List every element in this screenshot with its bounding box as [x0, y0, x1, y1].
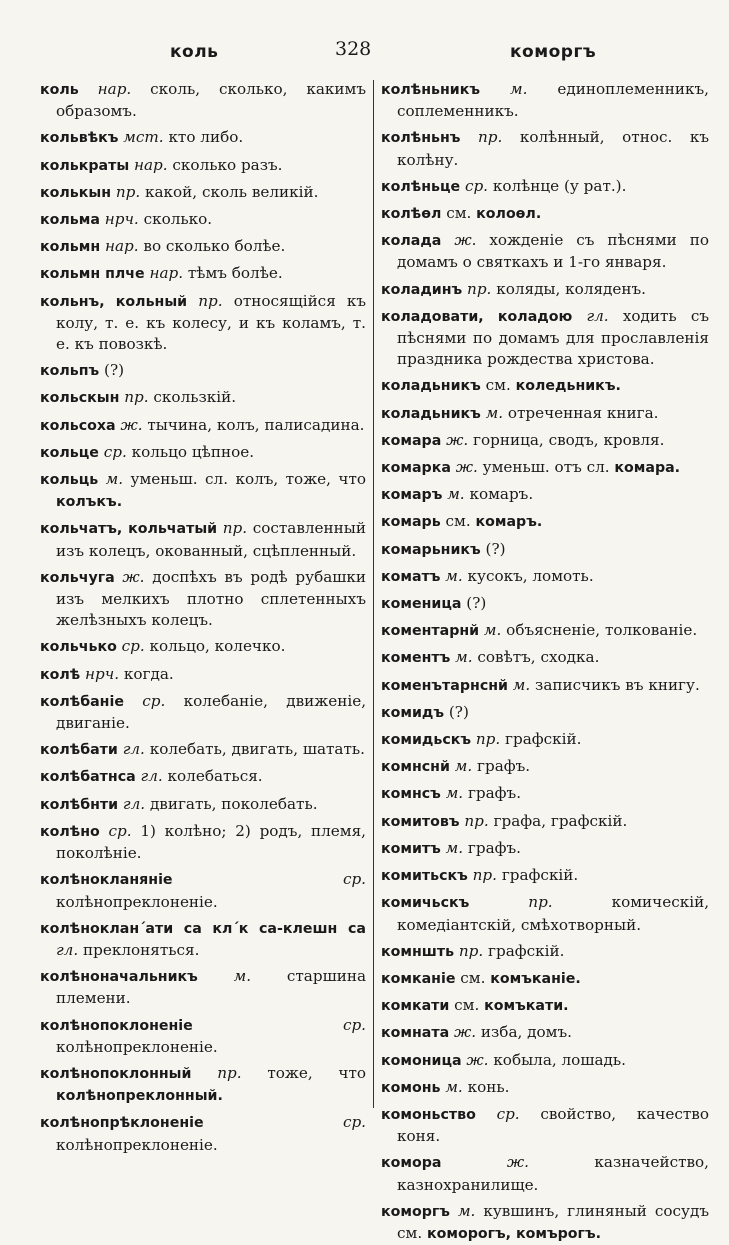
- entry-definition: коляды, коляденъ.: [496, 279, 646, 298]
- entry-headword: комитъ: [381, 840, 441, 857]
- dictionary-entry: [40, 415, 366, 437]
- entry-grammar-label: ср.: [103, 442, 127, 461]
- entry-definition: 1) колѣно; 2) родъ, племя, поколѣніе.: [56, 821, 367, 863]
- entry-grammar-label: пр.: [478, 128, 503, 147]
- entry-headword: колѣнокланяніе: [40, 872, 173, 889]
- right-column: [381, 79, 710, 1242]
- entry-grammar-label: ж.: [455, 458, 478, 477]
- entry-definition: колебать, двигать, шатать.: [149, 740, 365, 759]
- entry-definition: когда.: [123, 664, 174, 683]
- entry-grammar-label: ж.: [446, 430, 469, 449]
- entry-headword: коладинъ: [381, 281, 463, 298]
- entry-grammar-label: пр.: [198, 291, 223, 310]
- entry-definition: кольцо цѣпное.: [131, 442, 255, 461]
- entry-definition: графскій.: [501, 866, 579, 885]
- entry-grammar-label: ср.: [342, 1015, 366, 1034]
- entry-headword: колѣбнти: [40, 796, 119, 813]
- entry-definition: графъ.: [467, 838, 522, 857]
- entry-headword: комншть: [381, 943, 455, 960]
- dictionary-entry: [381, 702, 709, 724]
- entry-grammar-label: м.: [445, 838, 464, 857]
- entry-grammar-label: пр.: [475, 730, 501, 749]
- entry-definition: (?): [466, 594, 487, 613]
- entry-grammar-label: м.: [233, 967, 252, 986]
- dictionary-entry: [381, 176, 709, 198]
- entry-grammar-label: м.: [105, 470, 124, 489]
- entry-definition: кусокъ, ломоть.: [467, 566, 594, 585]
- dictionary-entry: [40, 469, 366, 513]
- entry-definition: уменьш. сл. колъ, тоже, что: [130, 470, 367, 489]
- entry-definition: см.: [446, 204, 472, 223]
- entry-grammar-label: пр.: [124, 388, 149, 407]
- dictionary-entry: [381, 1022, 709, 1044]
- entry-definition: кобыла, лошадь.: [493, 1050, 626, 1069]
- dictionary-entry: [40, 766, 366, 788]
- dictionary-entry: [40, 155, 366, 177]
- entry-definition: графъ.: [477, 757, 531, 776]
- entry-headword: колькын: [40, 184, 111, 201]
- dictionary-entry: [381, 811, 709, 833]
- entry-definition: графъ.: [467, 784, 522, 803]
- entry-definition: (?): [448, 702, 469, 721]
- entry-grammar-label: м.: [454, 757, 473, 776]
- dictionary-entry: [381, 941, 709, 963]
- entry-definition: двигать, поколебать.: [149, 794, 318, 813]
- dictionary-entry: [381, 620, 709, 642]
- entry-headword: комнсъ: [381, 786, 441, 803]
- entry-definition: (?): [104, 361, 125, 380]
- dictionary-entry: [381, 511, 709, 533]
- entry-definition: см.: [485, 376, 511, 395]
- entry-headword: комора: [381, 1155, 442, 1172]
- dictionary-entry: [40, 739, 366, 761]
- entry-headword: колѣнопрѣклоненіе: [40, 1115, 204, 1132]
- dictionary-entry: [381, 756, 709, 778]
- entry-cross-reference: колоѳл.: [476, 206, 542, 223]
- entry-definition: уменьш. отъ сл.: [482, 458, 610, 477]
- entry-grammar-label: пр.: [528, 893, 553, 912]
- column-divider: [373, 80, 374, 1108]
- dictionary-entry: [40, 518, 366, 561]
- entry-headword: коладьникъ: [381, 378, 481, 395]
- entry-headword: кольпъ: [40, 363, 100, 380]
- entry-grammar-label: м.: [483, 621, 502, 640]
- dictionary-entry: [381, 729, 709, 751]
- entry-grammar-label: ср.: [496, 1104, 520, 1123]
- entry-definition: колѣнопреклоненіе.: [56, 892, 218, 911]
- entry-headword: комоньство: [381, 1106, 476, 1123]
- entry-headword: колѣнопоклоненіе: [40, 1017, 193, 1034]
- dictionary-entry: [40, 387, 366, 409]
- entry-headword: комоница: [381, 1052, 462, 1069]
- entry-grammar-label: пр.: [115, 182, 141, 201]
- dictionary-entry: [381, 593, 709, 615]
- entry-headword: комната: [381, 1025, 450, 1042]
- dictionary-entry: [381, 203, 709, 225]
- entry-headword: кольсоха: [40, 417, 116, 434]
- entry-definition: комическій, комедіантскій, смѣхотворный.: [397, 893, 710, 934]
- entry-headword: колѣбаніе: [40, 693, 124, 710]
- entry-definition: хожденіе съ пѣснями по домамъ о святкахъ и 1-го января.: [397, 231, 709, 272]
- dictionary-entry: [40, 918, 366, 961]
- dictionary-entry: [381, 1077, 709, 1099]
- entry-headword: комкати: [381, 998, 450, 1015]
- entry-definition: графа, графскій.: [493, 811, 628, 830]
- entry-definition: колѣнопреклоненіе.: [56, 1135, 218, 1154]
- dictionary-entry: [40, 821, 366, 864]
- entry-grammar-label: гл.: [122, 794, 146, 813]
- entry-grammar-label: ж.: [122, 567, 145, 586]
- entry-headword: комичьскъ: [381, 895, 470, 912]
- entry-definition: сколько разъ.: [172, 155, 283, 174]
- page-header: [0, 38, 729, 68]
- dictionary-entry: [381, 430, 709, 452]
- entry-grammar-label: ж.: [506, 1153, 529, 1172]
- dictionary-entry: [381, 279, 709, 301]
- entry-grammar-label: м.: [509, 80, 528, 98]
- entry-definition: колѣнопреклоненіе.: [56, 1037, 218, 1056]
- entry-grammar-label: пр.: [222, 519, 248, 538]
- dictionary-entry: [381, 1104, 709, 1147]
- dictionary-entry: [40, 442, 366, 464]
- dictionary-entry: [381, 892, 709, 935]
- dictionary-entry: [381, 230, 709, 273]
- entry-headword: коматъ: [381, 568, 441, 585]
- dictionary-entry: [40, 209, 366, 231]
- dictionary-entry: [40, 966, 366, 1009]
- entry-headword: кольце: [40, 444, 99, 461]
- dictionary-entry: [381, 968, 709, 990]
- entry-headword: коладьникъ: [381, 405, 481, 422]
- entry-definition: сколь, сколько, какимъ образомъ.: [56, 80, 367, 121]
- entry-grammar-label: м.: [445, 1077, 463, 1096]
- entry-headword: комнснй: [381, 759, 450, 776]
- dictionary-entry: [40, 691, 366, 734]
- dictionary-entry: [381, 1201, 709, 1245]
- entry-cross-reference: комъканіе.: [490, 970, 581, 987]
- entry-headword: колѣньце: [381, 178, 461, 195]
- dictionary-entry: [40, 182, 366, 204]
- entry-headword: кольма: [40, 212, 100, 229]
- entry-headword: коментарнй: [381, 623, 480, 640]
- entry-headword: коморгъ: [381, 1203, 450, 1220]
- dictionary-entry: [381, 127, 709, 170]
- entry-headword: кольнъ, кольный: [40, 293, 188, 310]
- entry-headword: комитовъ: [381, 813, 460, 830]
- dictionary-entry: [40, 291, 366, 356]
- entry-grammar-label: м.: [447, 485, 465, 504]
- entry-grammar-label: м.: [445, 566, 463, 585]
- entry-definition: преклоняться.: [83, 940, 200, 959]
- entry-headword: коментъ: [381, 650, 451, 667]
- dictionary-entry: [40, 1063, 366, 1107]
- entry-definition: во сколько болѣе.: [143, 237, 286, 256]
- entry-definition: комаръ.: [469, 485, 534, 504]
- entry-headword: колѣньникъ: [381, 82, 481, 98]
- dictionary-entry: [381, 647, 709, 669]
- entry-grammar-label: м.: [512, 675, 531, 694]
- entry-grammar-label: ср.: [142, 691, 166, 710]
- entry-headword: кольчуга: [40, 569, 115, 586]
- entry-headword: колѣѳл: [381, 206, 442, 223]
- entry-definition: казначейство, казнохранилище.: [397, 1153, 710, 1194]
- entry-grammar-label: гл.: [122, 740, 145, 759]
- entry-definition: изба, домъ.: [480, 1023, 572, 1042]
- entry-grammar-label: ср.: [108, 821, 132, 840]
- entry-grammar-label: гл.: [140, 767, 163, 786]
- entry-headword: комаръ: [381, 487, 443, 504]
- entry-definition: см.: [454, 996, 480, 1015]
- dictionary-entry: [381, 457, 709, 479]
- entry-definition: см.: [460, 968, 486, 987]
- entry-grammar-label: нар.: [104, 237, 139, 256]
- entry-grammar-label: нар.: [149, 264, 184, 283]
- entry-grammar-label: ср.: [342, 870, 366, 889]
- dictionary-entry: [381, 484, 709, 506]
- dictionary-entry: [381, 1050, 709, 1072]
- entry-headword: коменътарнснй: [381, 677, 508, 694]
- dictionary-entry: [40, 664, 366, 686]
- entry-grammar-label: ж.: [120, 415, 143, 434]
- entry-definition: ходить съ пѣснями по домамъ для прославленія праздника рождества христова.: [397, 306, 710, 369]
- entry-definition: тычина, колъ, палисадина.: [147, 415, 365, 434]
- entry-headword: комонь: [381, 1079, 441, 1096]
- entry-headword: комитьскъ: [381, 868, 468, 885]
- entry-grammar-label: ж.: [466, 1050, 489, 1069]
- entry-grammar-label: пр.: [217, 1063, 242, 1082]
- entry-grammar-label: пр.: [472, 866, 497, 885]
- dictionary-entry: [381, 306, 709, 371]
- dictionary-entry: [381, 375, 709, 397]
- dictionary-entry: [381, 783, 709, 805]
- entry-grammar-label: нар.: [97, 80, 132, 98]
- entry-grammar-label: м.: [485, 403, 504, 422]
- entry-headword: кольвѣкъ: [40, 130, 119, 147]
- entry-definition: относящійся къ колу, т. е. къ колесу, и къ коламъ, т. е. къ повозкѣ.: [56, 291, 367, 354]
- entry-definition: записчикъ въ книгу.: [535, 675, 700, 694]
- entry-definition: кто либо.: [168, 128, 244, 147]
- entry-headword: комидьскъ: [381, 732, 472, 749]
- dictionary-entry: [40, 127, 366, 149]
- entry-definition: совѣтъ, сходка.: [477, 648, 600, 667]
- dictionary-entry: [381, 79, 709, 122]
- dictionary-entry: [381, 865, 709, 887]
- entry-headword: кольчько: [40, 639, 117, 656]
- entry-grammar-label: пр.: [467, 279, 492, 298]
- dictionary-entry: [40, 1112, 366, 1155]
- entry-headword: колѣноначальникъ: [40, 969, 198, 986]
- entry-grammar-label: ср.: [121, 637, 145, 656]
- entry-headword: комканіе: [381, 970, 456, 987]
- entry-grammar-label: ж.: [453, 1023, 477, 1042]
- entry-definition: колебаніе, движеніе, двиганіе.: [56, 691, 367, 733]
- entry-grammar-label: ср.: [464, 176, 489, 195]
- entry-grammar-label: м.: [455, 648, 473, 667]
- entry-definition: отреченная книга.: [507, 403, 659, 422]
- dictionary-entry: [381, 539, 709, 561]
- entry-definition: тѣмъ болѣе.: [187, 264, 283, 283]
- dictionary-entry: [40, 79, 366, 122]
- entry-headword: кольмн плче: [40, 266, 145, 283]
- entry-definition: скользкій.: [153, 388, 237, 407]
- entry-headword: колѣноклан΄ати са кл΄к са-клешн са: [40, 920, 366, 937]
- entry-definition: свойство, качество коня.: [397, 1104, 710, 1146]
- entry-definition: колѣнный, относ. къ колѣну.: [397, 128, 710, 169]
- entry-grammar-label: гл.: [586, 306, 609, 325]
- entry-grammar-label: нрч.: [104, 210, 139, 229]
- entry-definition: единоплеменникъ, соплеменникъ.: [397, 80, 710, 121]
- entry-headword: колѣбатнса: [40, 769, 136, 786]
- dictionary-entry: [40, 236, 366, 258]
- entry-cross-reference: комара.: [614, 460, 681, 477]
- entry-headword: коменица: [381, 596, 462, 613]
- dictionary-entry: [381, 566, 709, 588]
- entry-definition: конь.: [467, 1077, 510, 1096]
- dictionary-entry: [381, 403, 709, 425]
- dictionary-entry: [381, 995, 709, 1017]
- entry-grammar-label: нар.: [133, 155, 168, 174]
- entry-headword: коладовати, коладою: [381, 308, 573, 325]
- entry-grammar-label: м.: [457, 1201, 476, 1220]
- dictionary-entry: [381, 675, 709, 697]
- entry-grammar-label: м.: [445, 784, 464, 803]
- entry-headword: комидъ: [381, 704, 445, 721]
- entry-grammar-label: пр.: [458, 941, 484, 960]
- entry-grammar-label: ж.: [454, 231, 477, 250]
- entry-headword: кольчатъ, кольчатый: [40, 521, 218, 538]
- entry-definition: см.: [445, 512, 471, 531]
- dictionary-entry: [40, 869, 366, 912]
- dictionary-entry: [40, 794, 366, 816]
- entry-definition: составленный изъ колецъ, окованный, сцѣпленный.: [56, 519, 367, 560]
- entry-headword: коль: [40, 82, 79, 98]
- entry-headword: колѣбати: [40, 742, 118, 759]
- entry-grammar-label: нрч.: [85, 664, 120, 683]
- entry-definition: горница, сводъ, кровля.: [473, 430, 665, 449]
- running-headword-right: коморгъ: [510, 42, 597, 62]
- entry-grammar-label: пр.: [464, 811, 489, 830]
- entry-grammar-label: мст.: [123, 128, 164, 147]
- entry-definition: объясненіе, толкованіе.: [506, 621, 698, 640]
- entry-headword: колѣ: [40, 666, 81, 683]
- entry-headword: комарь: [381, 514, 441, 531]
- entry-definition: колебаться.: [167, 767, 263, 786]
- dictionary-entry: [40, 263, 366, 285]
- running-headword-left: коль: [170, 42, 219, 62]
- entry-grammar-label: гл.: [56, 940, 79, 959]
- entry-headword: колѣно: [40, 823, 100, 840]
- entry-definition: кувшинъ, глиняный сосудъ см.: [397, 1201, 710, 1242]
- entry-headword: колькраты: [40, 157, 130, 174]
- dictionary-entry: [381, 1152, 709, 1195]
- entry-definition: старшина племени.: [56, 967, 366, 1008]
- entry-definition: какой, сколь великій.: [145, 182, 319, 201]
- entry-definition: графскій.: [488, 941, 565, 960]
- entry-definition: кольцо, колечко.: [149, 637, 286, 656]
- page-number: 328: [335, 38, 372, 60]
- entry-definition: сколько.: [143, 210, 213, 229]
- entry-definition: тоже, что: [267, 1063, 367, 1082]
- entry-cross-reference: коморогъ, комърогъ.: [426, 1225, 602, 1242]
- entry-headword: комара: [381, 432, 442, 449]
- dictionary-entry: [381, 838, 709, 860]
- entry-headword: кольмн: [40, 239, 101, 256]
- entry-cross-reference: колѣнопреклонный.: [56, 1088, 223, 1105]
- left-column: [40, 79, 367, 1154]
- entry-grammar-label: ср.: [342, 1113, 366, 1132]
- entry-definition: колѣнце (у рат.).: [492, 176, 627, 195]
- entry-headword: колѣньнъ: [381, 130, 461, 147]
- dictionary-entry: [40, 636, 366, 658]
- dictionary-entry: [40, 1015, 366, 1058]
- entry-cross-reference: колъкъ.: [56, 494, 123, 511]
- entry-headword: кольскын: [40, 390, 120, 407]
- entry-headword: комарка: [381, 460, 451, 477]
- entry-headword: комарьникъ: [381, 541, 481, 558]
- entry-headword: колада: [381, 233, 442, 250]
- entry-definition: графскій.: [505, 730, 582, 749]
- entry-headword: колѣнопоклонный: [40, 1065, 192, 1082]
- entry-cross-reference: комаръ.: [475, 514, 543, 531]
- dictionary-entry: [40, 360, 366, 382]
- entry-definition: (?): [485, 539, 506, 558]
- entry-headword: кольць: [40, 472, 99, 489]
- entry-cross-reference: коледьникъ.: [515, 378, 621, 395]
- dictionary-entry: [40, 567, 366, 632]
- entry-definition: доспѣхъ въ родѣ рубашки изъ мелкихъ плотно сплетенныхъ желѣзныхъ колецъ.: [56, 567, 366, 630]
- entry-cross-reference: комъкати.: [484, 998, 569, 1015]
